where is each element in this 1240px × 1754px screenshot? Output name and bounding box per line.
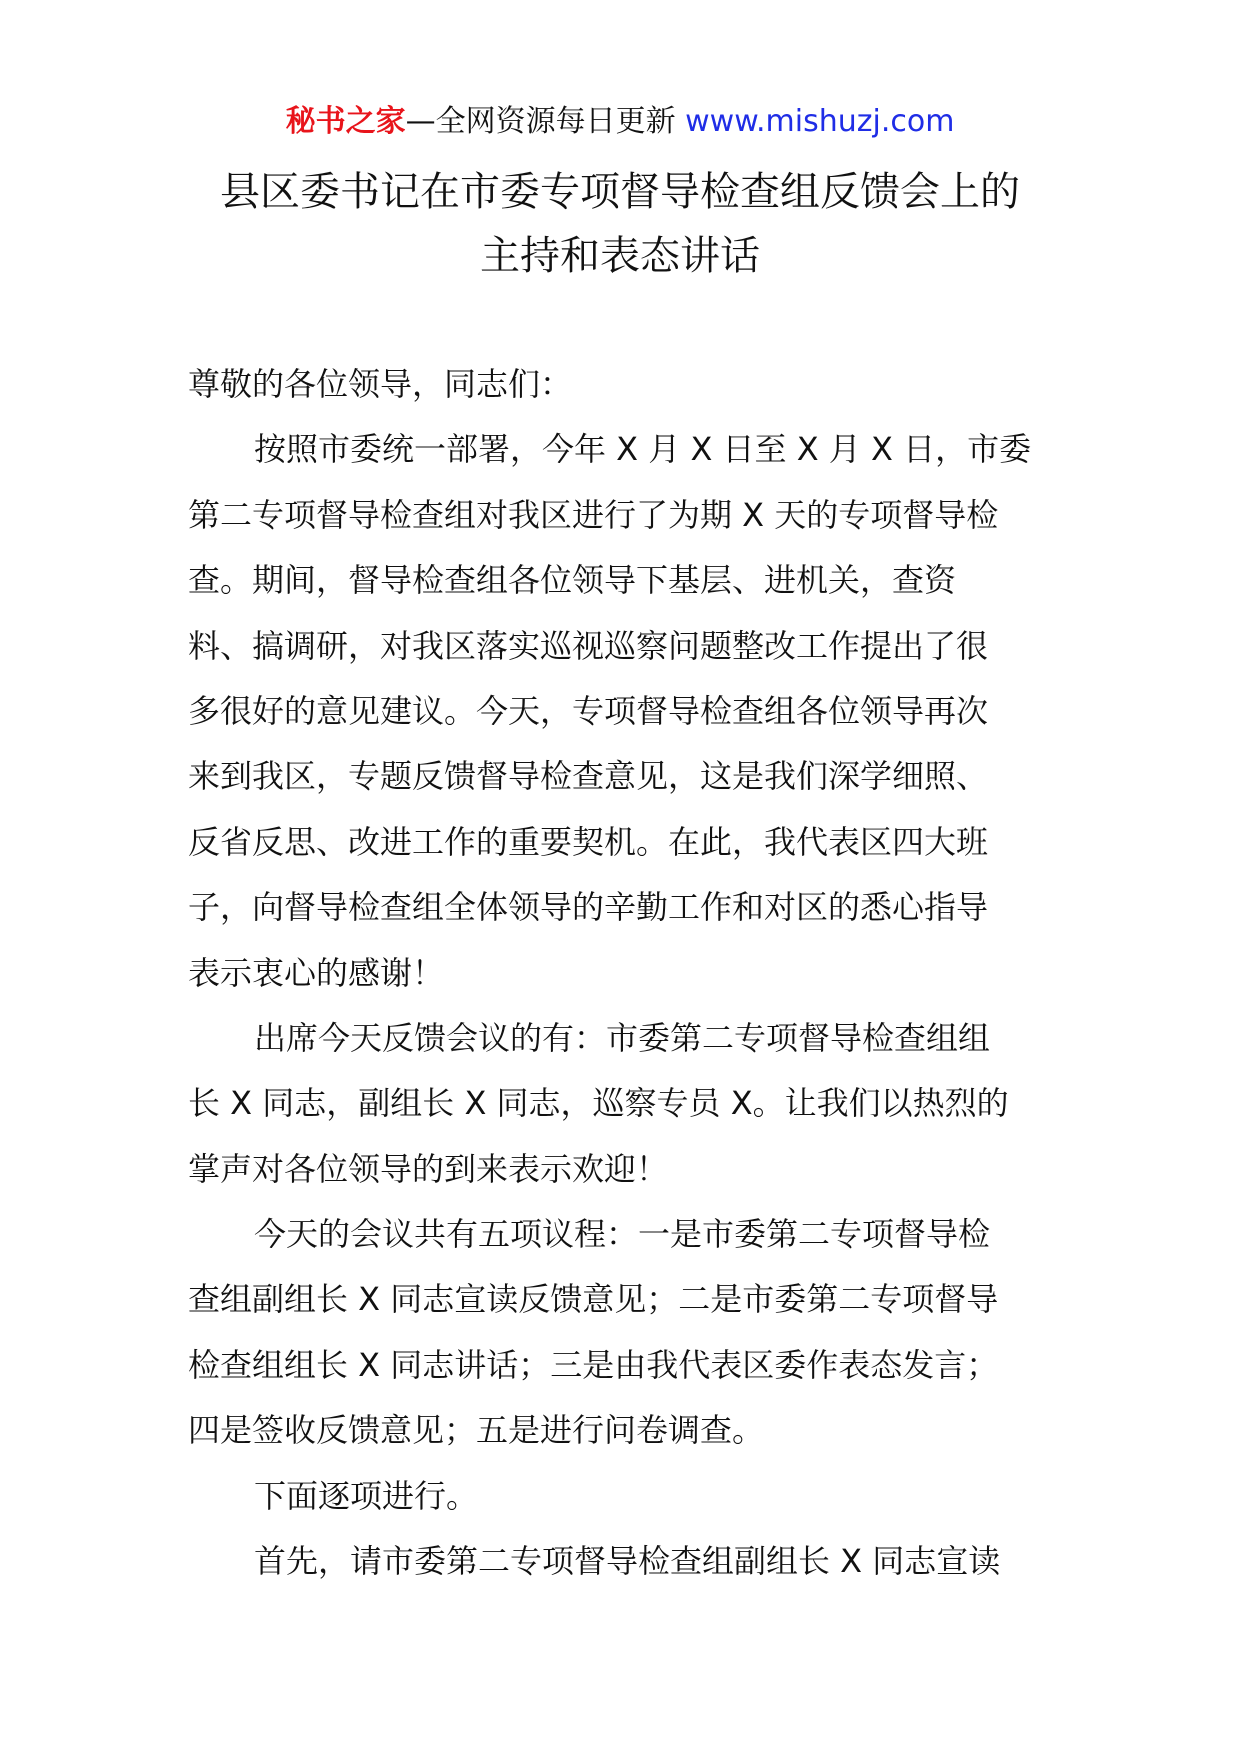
paragraph-1-line-1: 按照市委统一部署，今年 X 月 X 日至 X 月 X 日，市委	[254, 430, 1032, 469]
paragraph-1-line-2: 第二专项督导检查组对我区进行了为期 X 天的专项督导检	[188, 495, 999, 534]
document-title	[150, 160, 1090, 288]
paragraph-1-line-3: 查。期间，督导检查组各位领导下基层、进机关，查资	[188, 561, 957, 600]
paragraph-2-line-2: 长 X 同志，副组长 X 同志，巡察专员 X。让我们以热烈的	[188, 1084, 1009, 1123]
site-watermark	[0, 100, 1240, 144]
paragraph-1-line-8: 子，向督导检查组全体领导的辛勤工作和对区的悉心指导	[188, 888, 989, 927]
paragraph-2-line-1: 出席今天反馈会议的有：市委第二专项督导检查组组	[254, 1018, 991, 1057]
paragraph-1-line-5: 多很好的意见建议。今天，专项督导检查组各位领导再次	[188, 691, 989, 730]
salutation: 尊敬的各位领导，同志们：	[188, 365, 573, 403]
document-body	[188, 352, 1056, 1594]
paragraph-2-line-3: 掌声对各位领导的到来表示欢迎！	[188, 1149, 669, 1188]
paragraph-4-line-1: 下面逐项进行。	[254, 1476, 479, 1515]
watermark-url: www.mishuzj.com	[685, 104, 955, 139]
paragraph-1-line-4: 料、搞调研，对我区落实巡视巡察问题整改工作提出了很	[188, 626, 989, 665]
watermark-brand: 秘书之家	[285, 104, 406, 139]
paragraph-1-line-7: 反省反思、改进工作的重要契机。在此，我代表区四大班	[188, 822, 989, 861]
paragraph-3-line-1: 今天的会议共有五项议程：一是市委第二专项督导检	[254, 1215, 991, 1254]
paragraph-1-line-6: 来到我区，专题反馈督导检查意见，这是我们深学细照、	[188, 757, 989, 796]
title-line-1: 县区委书记在市委专项督导检查组反馈会上的	[220, 169, 1020, 215]
title-line-2: 主持和表态讲话	[480, 233, 760, 279]
paragraph-3-line-2: 查组副组长 X 同志宣读反馈意见；二是市委第二专项督导	[188, 1280, 999, 1319]
watermark-tagline: —全网资源每日更新	[405, 104, 676, 139]
paragraph-1-line-9: 表示衷心的感谢！	[188, 953, 445, 992]
paragraph-3-line-4: 四是签收反馈意见；五是进行问卷调查。	[188, 1411, 765, 1450]
paragraph-5-line-1: 首先，请市委第二专项督导检查组副组长 X 同志宣读	[254, 1542, 1001, 1581]
paragraph-3-line-3: 检查组组长 X 同志讲话；三是由我代表区委作表态发言；	[188, 1345, 999, 1384]
